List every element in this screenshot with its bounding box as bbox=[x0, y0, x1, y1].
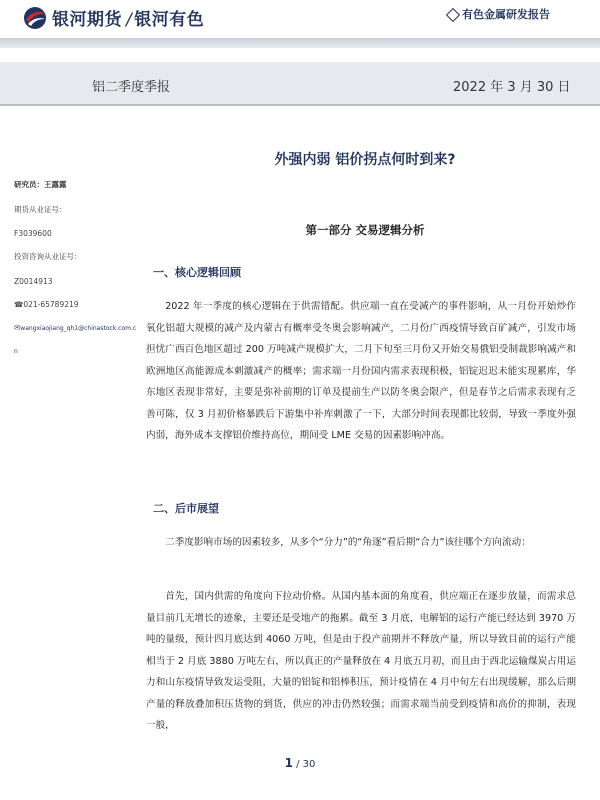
advisory-cert-number: Z0014913 bbox=[14, 277, 53, 286]
section-outlook-body: 首先，国内供需的角度向下拉动价格。从国内基本面的角度看，供应端正在逐步放量，而需求总量目前几无增长的迹象，主要还是受地产的拖累。截至 3 月底，电解铝的运行产能已经达到 3970 万吨的量级，预计四月底达到 4060 万吨，但是由于投产前期并不释放产量，所以导致目前的运行产能相当于 2 月底 3880 万吨左右，所以真正的产量释放在 4 月底五月初，而且由于西北运输煤炭占用运力和山东疫情导致发运受阻，大量的铝锭和铝棒积压，预计疫情在 4 月中旬左右出现缓解，那么后期产量的释放叠加积压货物的到货，供应的冲击仍然较强；而需求端当前受到疫情和高价的抑制，表现一般， bbox=[146, 591, 576, 731]
report-type: 有色金属研发报告 bbox=[462, 8, 550, 21]
phone-number: ☎021-65789219 bbox=[14, 300, 79, 309]
advisory-cert-label: 投资咨询从业证号： bbox=[14, 252, 82, 261]
researcher-name: 研究员：王露露 bbox=[14, 180, 67, 189]
section-outlook-intro: 二季度影响市场的因素较多，从多个“分力”的“角逐”看后期“合力”该往哪个方向流动： bbox=[165, 537, 531, 548]
brand-secondary: 银河有色 bbox=[134, 10, 205, 30]
header-divider-bar bbox=[0, 38, 600, 48]
report-date: 2022 年 3 月 30 日 bbox=[453, 80, 571, 95]
section-heading-core-logic: 一、核心逻辑回顾 bbox=[153, 266, 241, 279]
part-heading: 第一部分 交易逻辑分析 bbox=[305, 223, 425, 237]
page-number bbox=[0, 756, 600, 770]
section-core-logic-body: 2022 年一季度的核心逻辑在于供需错配。供应端一直在受减产的事件影响，从一月份开始炒作氧化铝超大规模的减产及内蒙古有概率受冬奥会影响减产，二月份广西疫情导致百矿减产，引发市场担忧广西百色地区超过 200 万吨减产规模扩大，二月下旬至三月份又开始交易俄铝受制裁影响减产和欧洲地区高能源成本刺激减产的概率；需求端一月份国内需求表现积极，铝锭迟迟未能实现累库，华东地区表现非常好，主要是弥补前期的订单及提前生产以防冬奥会限产，但是春节之后需求表现有乏善可陈，仅 3 月初价格暴跌后下游集中补库刺激了一下，大部分时间表现都比较弱，导致一季度外强内弱，海外成本支撑铝价维持高位，期间受 LME 交易的因素影响冲高。 bbox=[146, 301, 576, 441]
page-total: / 30 bbox=[296, 759, 316, 770]
brand-name bbox=[52, 5, 204, 30]
article-title: 外强内弱 铝价拐点何时到来? bbox=[274, 152, 456, 168]
galaxy-logo-icon bbox=[22, 6, 48, 30]
page-current: 1 bbox=[284, 756, 293, 770]
email-icon: ✉ bbox=[14, 323, 21, 332]
diamond-icon bbox=[446, 8, 460, 22]
brand-separator: / bbox=[126, 10, 133, 30]
email-address-continued: n bbox=[14, 348, 18, 355]
futures-cert-label: 期货从业证号： bbox=[14, 205, 67, 214]
report-title: 铝二季度季报 bbox=[92, 80, 171, 95]
futures-cert-number: F3039600 bbox=[14, 229, 52, 238]
email-address[interactable]: wangxiaojiang_qh1@chinastock.com.c bbox=[20, 325, 137, 332]
brand-primary: 银河期货 bbox=[52, 10, 122, 30]
title-band-underline bbox=[0, 104, 600, 106]
email-row bbox=[14, 323, 136, 334]
section-heading-outlook: 二、后市展望 bbox=[153, 502, 219, 515]
